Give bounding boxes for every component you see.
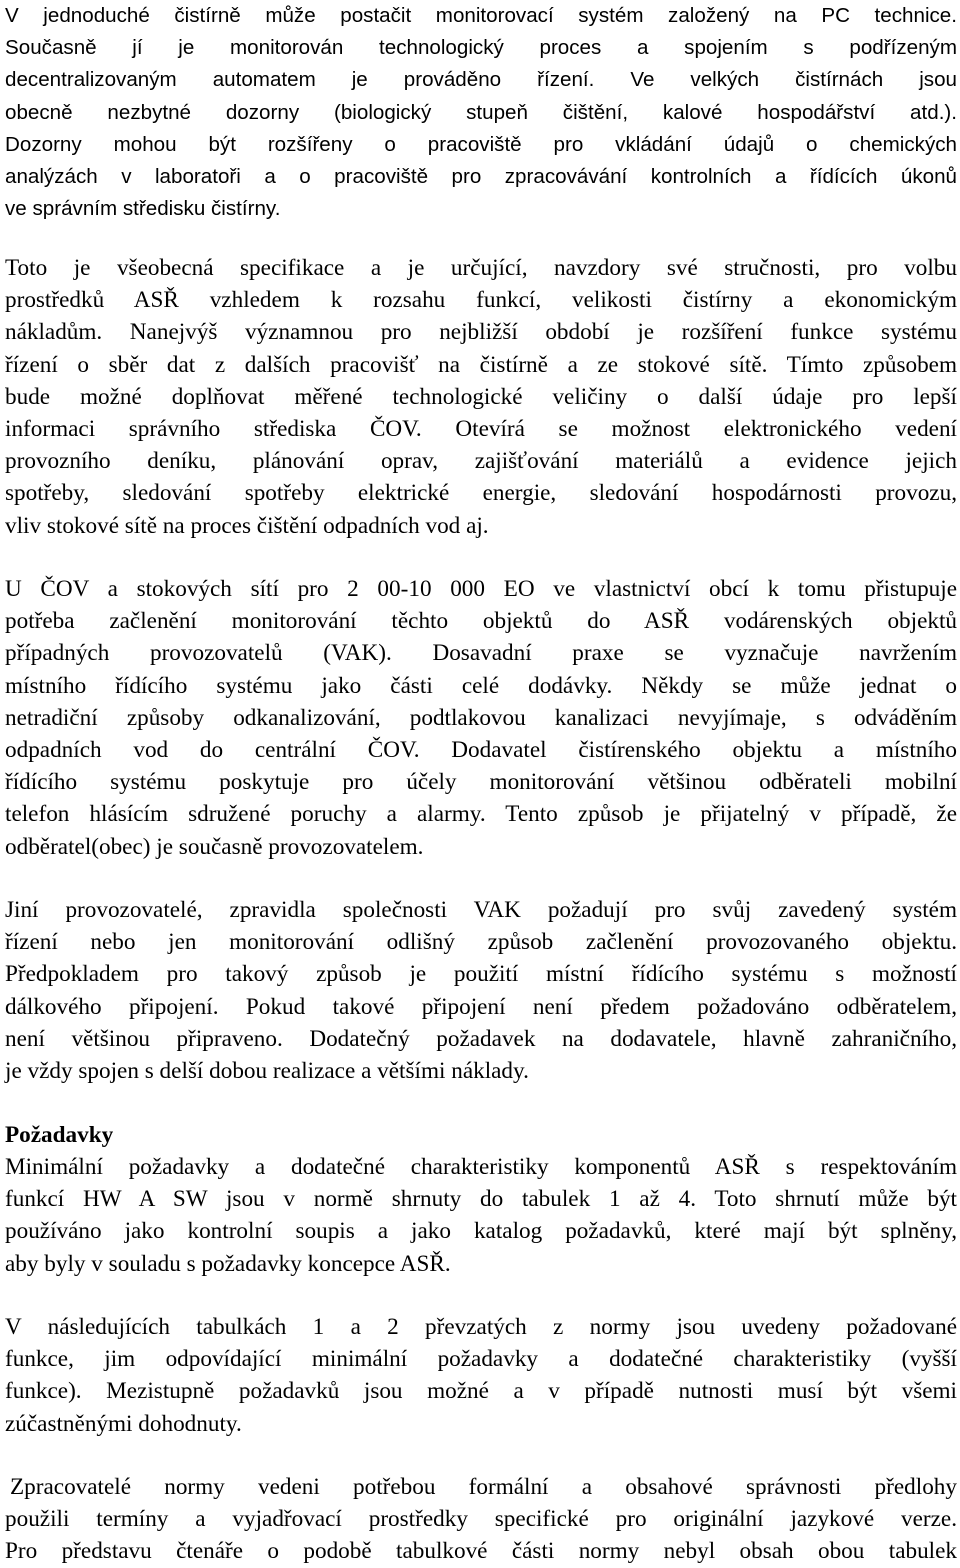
text-line: V jednoduché čistírně může postačit monitorovací systém založený na PC technice.	[5, 4, 957, 27]
text-line: funkcí HW A SW jsou v normě shrnuty do tabulek 1 až 4. Toto shrnutí může být	[5, 1186, 957, 1213]
text-line: Pro představu čtenáře o podobě tabulkové části normy nebyl obsah obou tabulek	[5, 1538, 957, 1565]
text-line: zúčastněnými dohodnuty.	[5, 1410, 242, 1437]
text-line: analýzách v laboratoři a o pracoviště pro zpracovávání kontrolních a řídících úkonů	[5, 165, 957, 189]
text-line: odběratel(obec) je současně provozovatelem.	[5, 833, 424, 860]
text-line: dálkového připojení. Pokud takové připojení není předem požadováno odběratelem,	[5, 993, 957, 1020]
paragraph-3	[5, 573, 957, 863]
text-line: Dozorny mohou být rozšířeny o pracoviště pro vkládání údajů o chemických	[5, 132, 957, 156]
text-line: potřeba začlenění monitorování těchto objektů do ASŘ vodárenských objektů	[5, 608, 957, 635]
text-line: řízení nebo jen monitorování odlišný způsob začlenění provozovaného objektu.	[5, 929, 957, 956]
text-line: není většinou připraveno. Dodatečný požadavek na dodavatele, hlavně zahraničního,	[5, 1025, 957, 1052]
text-line: spotřeby, sledování spotřeby elektrické energie, sledování hospodárnosti provozu,	[5, 480, 957, 507]
text-line: prostředků ASŘ vzhledem k rozsahu funkcí, velikosti čistírny a ekonomickým	[5, 287, 957, 314]
section-paragraph-3	[5, 1471, 957, 1568]
text-line: Jiní provozovatelé, zpravidla společnosti VAK požadují pro svůj zavedený systém	[5, 897, 957, 923]
paragraph-4	[5, 894, 957, 1087]
text-line: řízení o sběr dat z dalších pracovišť na čistírně a ze stokové sítě. Tímto způsobem	[5, 351, 957, 378]
section-paragraph-1	[5, 1151, 957, 1280]
paragraph-2	[5, 252, 957, 542]
text-line: Minimální požadavky a dodatečné charakteristiky komponentů ASŘ s respektováním	[5, 1154, 957, 1180]
text-line: telefon hlásícím sdružené poruchy a alarmy. Tento způsob je přijatelný v případě, že	[5, 801, 957, 828]
text-line: řídícího systému poskytuje pro účely monitorování většinou odběrateli mobilní	[5, 769, 957, 796]
text-line: je vždy spojen s delší dobou realizace a většími náklady.	[5, 1058, 529, 1085]
text-line: aby byly v souladu s požadavky koncepce ASŘ.	[5, 1250, 451, 1277]
text-line: Současně jí je monitorován technologický proces a spojením s podřízeným	[5, 36, 957, 60]
text-line: ve správním středisku čistírny.	[5, 197, 281, 221]
paragraph-1	[5, 0, 957, 225]
text-line: vliv stokové sítě na proces čištění odpadních vod aj.	[5, 512, 489, 539]
text-line: nákladům. Nanejvýš významnou pro nejbližší období je rozšíření funkce systému	[5, 319, 957, 346]
text-line: používáno jako kontrolní soupis a jako katalog požadavků, které mají být splněny,	[5, 1218, 957, 1245]
section-paragraph-2	[5, 1311, 957, 1440]
text-line: netradiční způsoby odkanalizování, podtlakovou kanalizaci nevyjímaje, s odváděním	[5, 704, 957, 731]
text-line: případných provozovatelů (VAK). Dosavadní praxe se vyznačuje navržením	[5, 640, 957, 667]
text-line: odpadních vod do centrální ČOV. Dodavatel čistírenského objektu a místního	[5, 737, 957, 764]
text-line: decentralizovaným automatem je prováděno řízení. Ve velkých čistírnách jsou	[5, 68, 957, 92]
text-line: Předpokladem pro takový způsob je použití místní řídícího systému s možností	[5, 961, 957, 988]
text-line: informaci správního střediska ČOV. Otevírá se možnost elektronického vedení	[5, 416, 957, 443]
text-line: použili termíny a vyjadřovací prostředky specifické pro originální jazykové verze.	[5, 1506, 957, 1533]
text-line: U ČOV a stokových sítí pro 2 00-10 000 EO ve vlastnictví obcí k tomu přistupuje	[5, 576, 957, 602]
text-line: funkce, jim odpovídající minimální požadavky a dodatečné charakteristiky (vyšší	[5, 1346, 957, 1373]
text-line: místního řídícího systému jako části celé dodávky. Někdy se může jednat o	[5, 672, 957, 699]
text-line: provozního deníku, plánování oprav, zajišťování materiálů a evidence jejich	[5, 448, 957, 475]
text-line: V následujících tabulkách 1 a 2 převzatých z normy jsou uvedeny požadované	[5, 1314, 957, 1340]
text-line: bude možné doplňovat měřené technologické veličiny o další údaje pro lepší	[5, 383, 957, 410]
text-line: obecně nezbytné dozorny (biologický stupeň čištění, kalové hospodářství atd.).	[5, 100, 957, 124]
text-line: Zpracovatelé normy vedeni potřebou formální a obsahové správnosti předlohy	[10, 1474, 957, 1500]
text-line: Toto je všeobecná specifikace a je určující, navzdory své stručnosti, pro volbu	[5, 255, 957, 281]
section-heading: Požadavky	[5, 1122, 114, 1148]
text-line: funkce). Mezistupně požadavků jsou možné a v případě nutnosti musí být všemi	[5, 1378, 957, 1405]
